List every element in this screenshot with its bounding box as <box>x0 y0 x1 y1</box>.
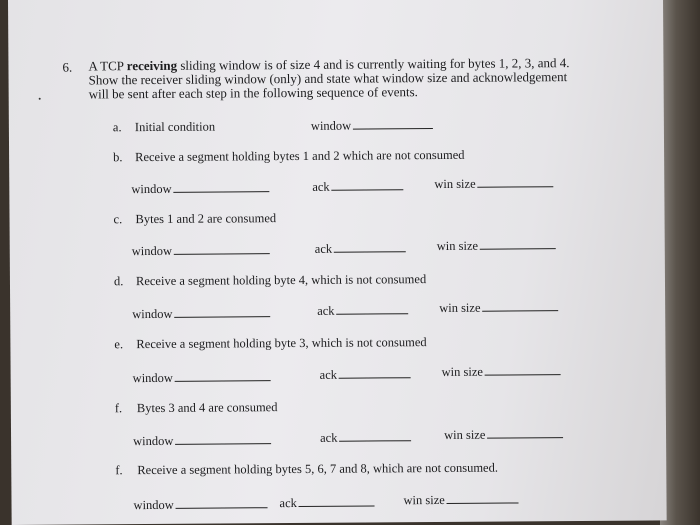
step-e-window-field[interactable] <box>133 370 271 386</box>
step-f-ack-field[interactable] <box>320 430 411 446</box>
ack-blank[interactable] <box>299 495 375 507</box>
winsize-label: win size <box>434 176 476 192</box>
step-text: Receive a segment holding byte 4, which is not consumed <box>135 272 427 289</box>
window-blank[interactable] <box>353 118 433 130</box>
ack-label: ack <box>319 367 338 382</box>
step-a <box>113 120 215 136</box>
window-blank[interactable] <box>175 370 271 382</box>
window-label: window <box>133 497 174 513</box>
step-d <box>114 272 426 289</box>
window-blank[interactable] <box>176 497 268 509</box>
question-line-3: will be sent after each step in the following sequence of events. <box>88 84 418 102</box>
winsize-blank[interactable] <box>482 300 558 312</box>
question-number: 6. <box>62 59 73 75</box>
step-letter: e. <box>114 337 124 352</box>
step-letter: b. <box>113 150 123 165</box>
step-f-winsize-field[interactable] <box>444 427 563 443</box>
winsize-label: win size <box>439 300 481 315</box>
ack-label: ack <box>279 495 297 511</box>
ack-label: ack <box>312 179 330 194</box>
window-blank[interactable] <box>174 243 270 255</box>
question-bold-word: receiving <box>126 57 178 74</box>
step-c-ack-field[interactable] <box>315 241 406 257</box>
step-letter: f. <box>114 401 123 416</box>
window-blank[interactable] <box>174 306 270 318</box>
window-label: window <box>131 181 172 197</box>
step-f-window-field[interactable] <box>133 433 271 449</box>
step-text: Receive a segment holding bytes 1 and 2 which are not consumed <box>135 147 465 165</box>
step-d-window-field[interactable] <box>132 306 270 322</box>
window-label: window <box>132 306 173 322</box>
step-d-winsize-field[interactable] <box>439 300 558 316</box>
step-b-ack-field[interactable] <box>312 179 403 195</box>
winsize-label: win size <box>443 427 486 442</box>
step-e-winsize-field[interactable] <box>442 364 561 380</box>
winsize-blank[interactable] <box>485 364 561 376</box>
window-label: window <box>131 243 173 259</box>
pen-mark <box>39 98 41 100</box>
window-blank[interactable] <box>174 181 270 193</box>
ack-label: ack <box>320 430 338 445</box>
step-b-winsize-field[interactable] <box>434 176 553 192</box>
window-label: window <box>133 433 174 449</box>
question-text <box>88 56 608 102</box>
question-line-1-start: A TCP <box>88 58 127 74</box>
step-b-window-field[interactable] <box>131 181 269 197</box>
step-text: Initial condition <box>134 119 216 135</box>
ack-label: ack <box>314 241 333 256</box>
winsize-blank[interactable] <box>487 427 563 439</box>
ack-blank[interactable] <box>339 367 411 379</box>
ack-label: ack <box>317 303 335 318</box>
winsize-label: win size <box>441 364 483 379</box>
step-c-winsize-field[interactable] <box>437 238 556 254</box>
step-text: Bytes 1 and 2 are consumed <box>135 211 277 227</box>
step-g-winsize-field[interactable] <box>403 492 518 508</box>
step-text: Bytes 3 and 4 are consumed <box>136 400 278 416</box>
step-b <box>113 148 465 165</box>
worksheet-page <box>8 0 667 525</box>
step-g-ack-field[interactable] <box>279 495 374 511</box>
ack-blank[interactable] <box>339 430 411 442</box>
question-line-2: Show the receiver sliding window (only) and state what window size and acknowledgement <box>88 69 568 88</box>
winsize-label: win size <box>403 492 445 508</box>
step-a-window-field[interactable] <box>311 118 433 134</box>
winsize-blank[interactable] <box>478 176 554 188</box>
step-e-ack-field[interactable] <box>320 367 411 383</box>
step-letter: d. <box>113 274 124 289</box>
step-c <box>113 211 276 227</box>
step-letter: a. <box>112 120 122 135</box>
step-e <box>114 335 426 352</box>
step-d-ack-field[interactable] <box>317 303 408 319</box>
winsize-blank[interactable] <box>447 492 519 504</box>
step-text: Receive a segment holding byte 3, which is not consumed <box>136 335 427 352</box>
step-text: Receive a segment holding bytes 5, 6, 7 and 8, which are not consumed. <box>137 460 499 478</box>
step-letter: f. <box>115 463 123 478</box>
winsize-blank[interactable] <box>480 238 556 250</box>
step-g-window-field[interactable] <box>133 497 267 513</box>
ack-blank[interactable] <box>332 179 404 191</box>
window-label: window <box>310 118 352 133</box>
ack-blank[interactable] <box>336 303 408 315</box>
window-blank[interactable] <box>175 433 271 445</box>
winsize-label: win size <box>436 238 479 254</box>
step-letter: c. <box>113 212 123 227</box>
step-f <box>115 400 278 416</box>
question-line-1-end: sliding window is of size 4 and is currently waiting for bytes 1, 2, 3, and 4. <box>177 55 570 73</box>
window-label: window <box>132 370 173 386</box>
step-c-window-field[interactable] <box>132 243 270 259</box>
ack-blank[interactable] <box>334 241 406 253</box>
step-g <box>115 461 498 479</box>
